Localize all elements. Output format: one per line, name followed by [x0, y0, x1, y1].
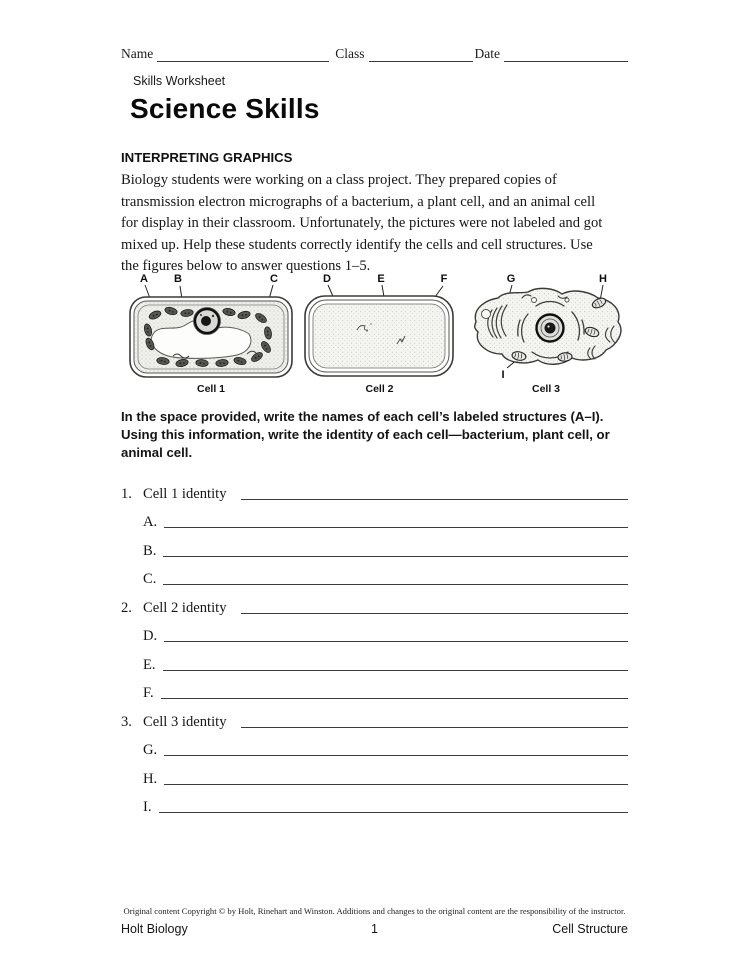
question-1-row — [121, 474, 628, 503]
structure-d-blank[interactable] — [164, 641, 628, 642]
figure-cell-2 — [301, 270, 459, 395]
instructions-line: animal cell. — [121, 445, 193, 460]
questions-list — [121, 474, 628, 816]
cell2-label-d: D — [322, 273, 331, 285]
bacterium-diagram — [301, 270, 459, 382]
date-field-label: Date — [474, 46, 500, 61]
answer-row-e — [121, 645, 628, 674]
cell3-label-h: H — [599, 273, 607, 285]
name-field-label: Name — [121, 46, 154, 61]
answer-row-i — [121, 788, 628, 817]
answer-letter: H. — [143, 770, 158, 787]
structure-c-blank[interactable] — [163, 584, 628, 585]
class-field-label: Class — [335, 46, 365, 61]
question-prompt: Cell 1 identity — [143, 485, 227, 502]
structure-a-blank[interactable] — [164, 527, 628, 528]
cell1-label-a: A — [140, 273, 148, 285]
cell3-identity-blank[interactable] — [241, 727, 628, 728]
cell2-cytoplasm — [313, 304, 445, 368]
cell1-identity-blank[interactable] — [241, 499, 628, 500]
answer-row-d — [121, 617, 628, 646]
figure-cell-3 — [462, 270, 630, 395]
question-3-row — [121, 702, 628, 731]
question-2-row — [121, 588, 628, 617]
animal-cell-diagram — [462, 270, 630, 382]
class-blank[interactable] — [369, 47, 473, 62]
answer-letter: D. — [143, 628, 158, 644]
answer-letter: E. — [143, 656, 156, 673]
question-prompt: Cell 3 identity — [143, 713, 227, 730]
structure-b-blank[interactable] — [163, 556, 628, 557]
worksheet-kicker: Skills Worksheet — [133, 74, 226, 88]
header-fill-in-row — [121, 46, 628, 62]
date-blank[interactable] — [504, 47, 628, 62]
cell1-caption: Cell 1 — [196, 383, 225, 395]
cell1-nucleus — [194, 308, 221, 335]
instructions-text — [121, 408, 641, 462]
answer-letter: I. — [143, 799, 152, 815]
intro-line: the figures below to answer questions 1–5. — [121, 258, 371, 275]
answer-letter: C. — [143, 571, 157, 587]
question-prompt: Cell 2 identity — [143, 599, 227, 616]
answer-row-f — [121, 674, 628, 703]
answer-letter: F. — [143, 685, 154, 701]
cell3-label-g: G — [506, 273, 516, 285]
page-title: Science Skills — [130, 93, 320, 124]
question-number: 1. — [121, 485, 132, 502]
cell3-caption: Cell 3 — [531, 383, 560, 395]
footer-section-title: Cell Structure — [552, 922, 629, 936]
answer-letter: A. — [143, 514, 158, 530]
answer-letter: B. — [143, 542, 157, 559]
answer-row-a — [121, 503, 628, 532]
structure-f-blank[interactable] — [161, 698, 628, 699]
answer-letter: G. — [143, 742, 158, 758]
plant-cell-diagram — [125, 270, 297, 382]
structure-i-blank[interactable] — [159, 812, 628, 813]
cell2-label-f: F — [440, 273, 447, 285]
answer-row-h — [121, 759, 628, 788]
cell-figures-row — [125, 270, 630, 395]
structure-g-blank[interactable] — [164, 755, 628, 756]
intro-line: transmission electron micrographs of a bacterium, a plant cell, and an animal cell — [121, 193, 596, 210]
footer-copyright: Original content Copyright © by Holt, Rinehart and Winston. Additions and changes to the original content are the responsibility of the instructor. — [123, 906, 626, 916]
structure-e-blank[interactable] — [163, 670, 628, 671]
cell2-label-e: E — [376, 273, 385, 285]
cell1-label-b: B — [174, 273, 182, 285]
cell1-label-c: C — [270, 273, 278, 285]
instructions-line: Using this information, write the identity of each cell—bacterium, plant cell, or — [121, 427, 610, 442]
answer-row-c — [121, 560, 628, 589]
question-number: 3. — [121, 713, 132, 730]
cell3-label-i: I — [501, 369, 505, 381]
footer-book-title: Holt Biology — [121, 922, 188, 936]
answer-row-b — [121, 531, 628, 560]
section-heading: INTERPRETING GRAPHICS — [121, 150, 293, 165]
footer-page-number: 1 — [371, 922, 378, 936]
answer-row-g — [121, 731, 628, 760]
intro-line: for display in their classroom. Unfortunately, the pictures were not labeled and got — [121, 215, 603, 232]
intro-line: mixed up. Help these students correctly identify the cells and cell structures. Use — [121, 236, 593, 253]
question-number: 2. — [121, 599, 132, 616]
intro-paragraph — [121, 170, 641, 278]
name-blank[interactable] — [157, 47, 329, 62]
structure-h-blank[interactable] — [164, 784, 628, 785]
intro-line: Biology students were working on a class project. They prepared copies of — [121, 172, 557, 188]
cell2-identity-blank[interactable] — [241, 613, 628, 614]
footer-row — [121, 922, 628, 936]
cell2-caption: Cell 2 — [365, 383, 394, 395]
instructions-line: In the space provided, write the names of each cell’s labeled structures (A–I). — [121, 409, 604, 424]
figure-cell-1 — [125, 270, 297, 395]
cell3-nucleus — [537, 315, 564, 342]
